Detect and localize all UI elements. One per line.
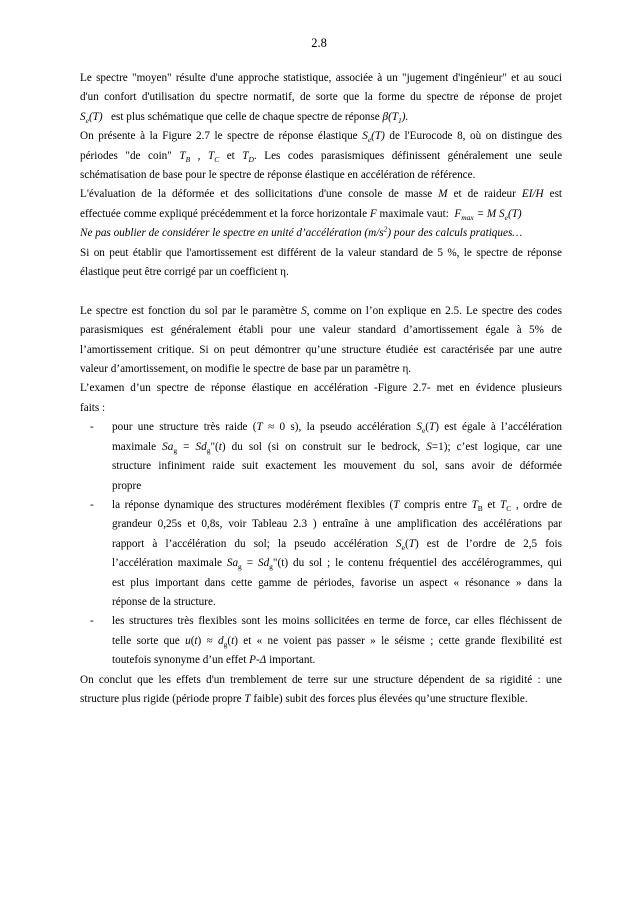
- document-body: [80, 69, 562, 709]
- text-line: faits :: [80, 401, 106, 414]
- text-line: est plus important dans cette gamme de périodes, favorise un aspect « résonance » dans la: [112, 576, 562, 589]
- paragraph-sol: [80, 302, 562, 380]
- text-line: telle sorte que $u(t) \approx d_g(t)$ et « ne voient pas passer » le séisme ; cette grande flexibilité est: [112, 634, 563, 649]
- text-line: structure infiniment raide suit exactement les mouvement du sol, sans avoir de déformée: [112, 460, 562, 473]
- text-line: structure plus rigide (période propre T faible) subit des forces plus élevées qu’une structure flexible.: [80, 692, 528, 705]
- note-acceleration-units: Ne pas oublier de considérer le spectre en unité d’accélération $(m/s^2)$ pour des calculs pratiques…: [80, 224, 523, 240]
- text-line: l’amortissement critique. Si on peut démontrer qu’une structure étudiée est caractérisée par une autre: [80, 343, 562, 356]
- text-line: $S_e(T)$ est plus schématique que celle de chaque spectre de réponse $\beta(T_1)$.: [80, 110, 409, 126]
- inline-term: $\beta(T_1)$.: [382, 110, 409, 126]
- text-line: grandeur 0,25s et 0,8s, voir Tableau 2.3 ) entraîne à une amplification des accélérations par: [112, 518, 562, 531]
- text-line: maximale $Sa_g$ = $Sd_g"(t)$ du sol (si on construit sur le bedrock, S=1); c’est logique, car une: [112, 440, 563, 455]
- paragraph-figure-2-7: [80, 127, 562, 185]
- text-line: valeur d’amortissement, on modifie le spectre de base par un paramètre η.: [80, 363, 412, 376]
- text-line: réponse de la structure.: [112, 595, 216, 608]
- text-line: Le spectre "moyen" résulte d'une approche statistique, associée à un "jugement d'ingénieur" et au souci: [80, 72, 562, 84]
- bullet-dash: -: [90, 498, 94, 511]
- text-line: schématisation de base pour le spectre de réponse élastique en accélération de référence.: [80, 169, 476, 182]
- text-line: L’examen d’un spectre de réponse élastique en accélération -Figure 2.7- met en évidence plusieurs: [80, 382, 562, 395]
- inline-term: $T_B$: [179, 149, 191, 164]
- text-line: pour une structure très raide (T ≈ 0 s), la pseudo accélération $S_e(T)$ est égale à l’accélération: [112, 421, 563, 436]
- text-line: périodes "de coin" $T_B$ , $T_C$ et $T_D$. Les codes parasismiques définissent généralement une seule: [80, 149, 563, 164]
- bullet-dash: -: [90, 421, 94, 434]
- bullet-dash: -: [90, 615, 94, 628]
- paragraph-conclusion: [80, 671, 562, 710]
- text-line: parasismiques est généralement établi pour une valeur standard d’amortissement égale à 5% de: [80, 324, 562, 337]
- formula-fmax: $F_{max} = M$ $S_e(T)$: [454, 207, 522, 223]
- text-line: toutefois synonyme d’un effet P-Δ important.: [112, 654, 316, 667]
- inline-term: $T_D$: [242, 149, 254, 164]
- text-line: On présente à la Figure 2.7 le spectre de réponse élastique $S_e(T)$ de l'Eurocode 8, où on distingue des: [80, 130, 563, 145]
- text-line: l’accélération maximale $Sa_g$ = $Sd_g"(t)$ du sol ; le contenu fréquentiel des accélérogrammes, qui: [112, 557, 563, 572]
- paragraph-spectre-moyen: [80, 69, 562, 127]
- bullet-item-tres-flexibles: [80, 612, 562, 670]
- inline-term: $T_C$: [207, 149, 220, 164]
- text-line: propre: [112, 479, 142, 492]
- paragraph-console: [80, 185, 562, 224]
- text-line: élastique peut être corrigé par un coefficient η.: [80, 266, 289, 279]
- inline-term: $S_e(T)$: [362, 130, 385, 145]
- text-line: d'un confort d'utilisation du spectre normatif, de sorte que la forme du spectre de réponse de projet: [80, 91, 562, 104]
- bullet-item-raide: [80, 418, 562, 496]
- paragraph-examen: [80, 379, 562, 418]
- text-line: la réponse dynamique des structures modérément flexibles (T compris entre $T_B$ et $T_C$ , ordre de: [112, 498, 562, 514]
- text-line: les structures très flexibles sont les moins sollicitées en terme de force, car elles fléchissent de: [112, 615, 562, 628]
- page-number: 2.8: [311, 36, 327, 50]
- paragraph-amortissement: [80, 244, 562, 283]
- bullet-item-flexibles-moderes: [80, 496, 562, 612]
- text-line: effectuée comme expliqué précédemment et la force horizontale F maximale vaut: $F_{max} = M$ $S_e(T)$: [80, 207, 522, 223]
- inline-term: $S_e(T)$: [80, 110, 103, 126]
- text-line: Si on peut établir que l'amortissement est différent de la valeur standard de 5 %, le spectre de réponse: [80, 246, 562, 259]
- text-line: Le spectre est fonction du sol par le paramètre S, comme on l’on explique en 2.5. Le spectre des codes: [80, 304, 563, 317]
- paragraph-gap: [80, 282, 562, 301]
- text-line: On conclut que les effets d'un tremblement de terre sur une structure dépendent de sa rigidité : une: [80, 673, 562, 686]
- text-line: rapport à l’accélération du sol; la pseudo accélération $S_e(T)$ est de l’ordre de 2,5 fois: [112, 537, 562, 552]
- text-line: L'évaluation de la déformée et des sollicitations d'une console de masse M et de raideur EI/H est: [80, 188, 563, 201]
